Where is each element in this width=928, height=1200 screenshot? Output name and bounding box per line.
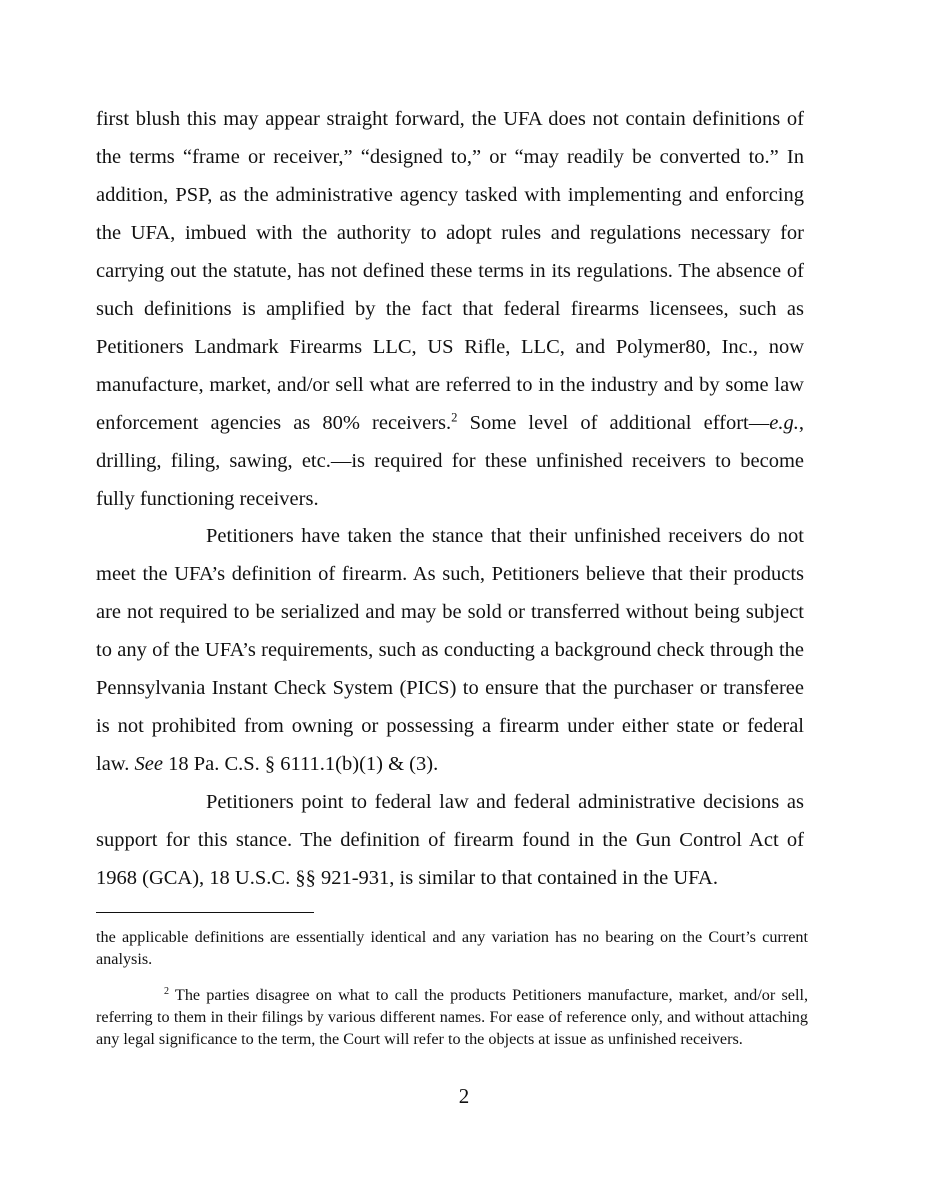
paragraph-2-citation: 18 Pa. C.S. § 6111.1(b)(1) & (3). xyxy=(162,753,439,775)
paragraph-1-italic: e.g. xyxy=(769,412,799,434)
paragraph-2-text: Petitioners have taken the stance that their unfinished receivers do not meet the UFA’s definition of firearm. As such, Petitioners believe that their products are not required to be serialized and may be sold or transferred without being subject to any of the UFA’s requirements, such as conducting a background check through the Pennsylvania Instant Check System (PICS) to ensure that the purchaser or transferee is not prohibited from owning or possessing a firearm under either state or federal law. xyxy=(96,525,804,775)
footnote-2-number: 2 xyxy=(164,985,170,997)
footnote-2 xyxy=(96,984,808,1050)
paragraph-1-text-a: first blush this may appear straight forward, the UFA does not contain definitions of the terms “frame or receiver,” “designed to,” or “may readily be converted to.” In addition, PSP, as the administrative agency tasked with implementing and enforcing the UFA, imbued with the authority to adopt rules and regulations necessary for carrying out the statute, has not defined these terms in its regulations. The absence of such definitions is amplified by the fact that federal firearms licensees, such as Petitioners Landmark Firearms LLC, US Rifle, LLC, and Polymer80, Inc., now manufacture, market, and/or sell what are referred to in the industry and by some law enforcement agencies as 80% receivers. xyxy=(96,108,804,434)
paragraph-2 xyxy=(96,517,804,783)
footnote-separator xyxy=(96,912,314,913)
paragraph-1 xyxy=(96,100,804,518)
paragraph-1-text-c: , drilling, filing, sawing, etc.—is required for these unfinished receivers to become fully functioning receivers. xyxy=(96,412,804,510)
footnote-ref-2: 2 xyxy=(451,410,458,425)
footnote-continued: the applicable definitions are essentially identical and any variation has no bearing on the Court’s current analysis. xyxy=(96,928,808,968)
page-number: 2 xyxy=(458,1084,470,1108)
footnote-2-text: The parties disagree on what to call the products Petitioners manufacture, market, and/or sell, referring to them in their filings by various different names. For ease of reference only, and without attaching any legal significance to the term, the Court will refer to the objects at issue as unfinished receivers. xyxy=(96,986,808,1048)
paragraph-2-see-signal: See xyxy=(134,753,163,775)
paragraph-1-text-b: Some level of additional effort— xyxy=(457,412,770,434)
paragraph-3 xyxy=(96,783,804,897)
paragraph-3-text: Petitioners point to federal law and federal administrative decisions as support for this stance. The definition of firearm found in the Gun Control Act of 1968 (GCA), 18 U.S.C. §§ 921-931, is similar to that contained in the UFA. xyxy=(96,791,804,889)
